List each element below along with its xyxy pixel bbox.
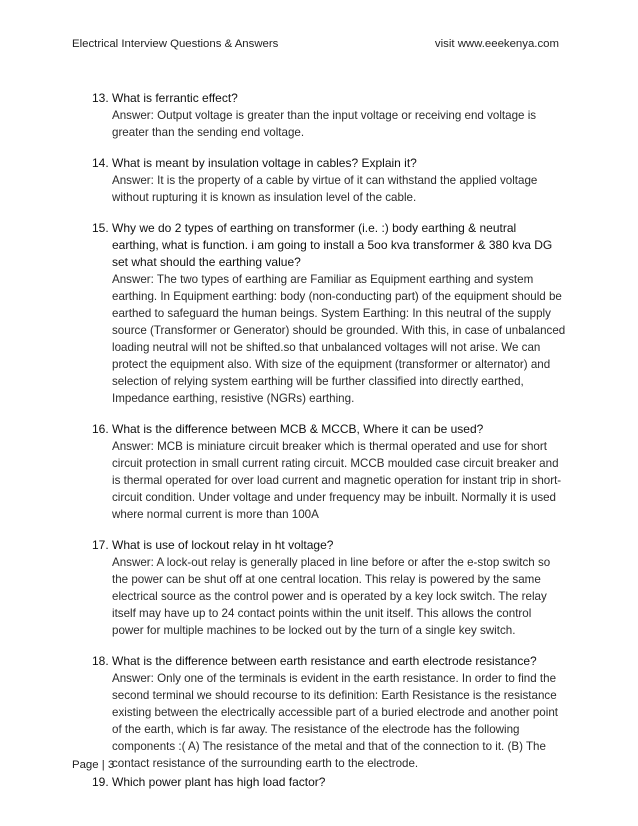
answer-text: Answer: It is the property of a cable by virtue of it can withstand the applied voltage without rupturing it is known as insulation level of the cable. xyxy=(112,174,538,204)
answer-text: Answer: The two types of earthing are Familiar as Equipment earthing and system earthing. In Equipment earthing: body (non-conducting part) of the equipment should be earthed to safeguard the human beings. System Earthing: In this neutral of the supply source (Transformer or Generator) should be grounded. With this, in case of unbalanced loading neutral will not be shifted.so that unbalanced voltages will not arise. We can protect the equipment also. With size of the equipment (transformer or alternator) and selection of relying system earthing will be further classified into directly earthed, Impedance earthing, resistive (NGRs) earthing. xyxy=(112,273,566,405)
answer-text: Answer: Only one of the terminals is evident in the earth resistance. In order to find the second terminal we should recourse to its definition: Earth Resistance is the resistance existing between the electrically accessible part of a buried electrode and another point of the earth, which is far away. The resistance of the electrode has the following components :( A) The resistance of the metal and that of the connection to it. (B) The contact resistance of the surrounding earth to the electrode. xyxy=(112,672,558,770)
answer-text: Answer: A lock-out relay is generally placed in line before or after the e-stop switch so the power can be shut off at one central location. This relay is powered by the same electrical source as the control power and is operated by a key lock switch. The relay itself may have up to 24 contact points within the unit itself. This allows the control power for multiple machines to be locked out by the turn of a single key switch. xyxy=(112,556,551,637)
question-number: 16. xyxy=(92,422,109,436)
header-title: Electrical Interview Questions & Answers xyxy=(72,38,279,50)
question-number: 17. xyxy=(92,538,109,552)
answer-text: Answer: Output voltage is greater than the input voltage or receiving end voltage is greater than the sending end voltage. xyxy=(112,109,537,139)
question-item-14 xyxy=(92,155,566,206)
question-item-13 xyxy=(92,90,566,141)
page-header xyxy=(72,38,559,54)
question-item-16 xyxy=(92,421,566,523)
page-number: Page | 3 xyxy=(72,759,115,771)
question-number: 19. xyxy=(92,775,109,789)
question-number: 18. xyxy=(92,654,109,668)
question-list xyxy=(92,90,566,805)
question-text: Why we do 2 types of earthing on transformer (i.e. :) body earthing & neutral earthing, what is function. i am going to install a 5oo kva transformer & 380 kva DG set what should the earthing value? xyxy=(112,221,553,269)
header-website: visit www.eeekenya.com xyxy=(434,38,559,50)
question-text: What is the difference between MCB & MCCB, Where it can be used? xyxy=(112,422,484,436)
question-text: What is ferrantic effect? xyxy=(112,91,238,105)
question-number: 14. xyxy=(92,156,109,170)
question-text: What is meant by insulation voltage in cables? Explain it? xyxy=(112,156,417,170)
question-text: What is the difference between earth resistance and earth electrode resistance? xyxy=(112,654,537,668)
question-item-17 xyxy=(92,537,566,639)
question-number: 15. xyxy=(92,221,109,235)
question-item-15 xyxy=(92,220,566,407)
question-item-19 xyxy=(92,774,566,791)
question-number: 13. xyxy=(92,91,109,105)
question-text: What is use of lockout relay in ht voltage? xyxy=(112,538,334,552)
question-item-18 xyxy=(92,653,566,772)
answer-text: Answer: MCB is miniature circuit breaker which is thermal operated and use for short circuit protection in small current rating circuit. MCCB moulded case circuit breaker and is thermal operated for over load current and magnetic operation for instant trip in short-circuit condition. Under voltage and under frequency may be inbuilt. Normally it is used where normal current is more than 100A xyxy=(112,440,562,521)
page-footer xyxy=(72,759,114,771)
question-text: Which power plant has high load factor? xyxy=(112,775,326,789)
